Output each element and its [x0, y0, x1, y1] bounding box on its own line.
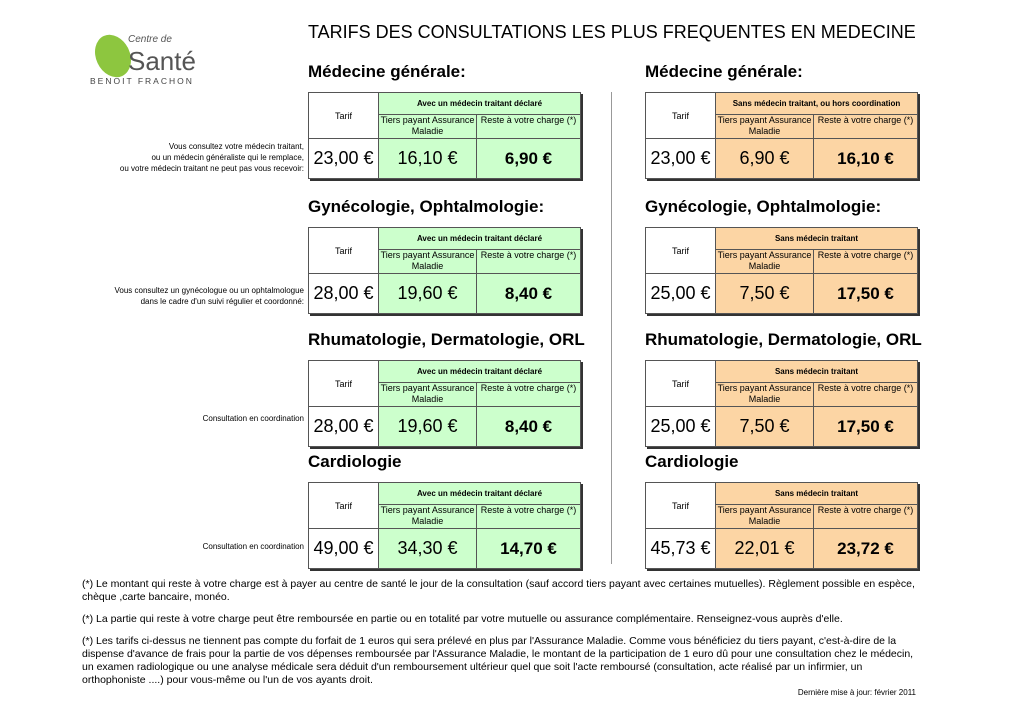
- description-line: ou votre médecin traitant ne peut pas vous recevoir:: [119, 164, 304, 173]
- tiers-payant-value: 19,60 €: [379, 407, 477, 447]
- tiers-payant-value: 22,01 €: [716, 529, 814, 569]
- section-description: [115, 285, 304, 307]
- coverage-header: Sans médecin traitant, ou hors coordination: [716, 93, 918, 115]
- tarif-header: Tarif: [309, 228, 379, 274]
- tiers-payant-value: 7,50 €: [716, 407, 814, 447]
- section-description: [120, 141, 304, 174]
- reste-value: 8,40 €: [477, 274, 581, 314]
- coverage-header: Sans médecin traitant: [716, 483, 918, 505]
- reste-header: Reste à votre charge (*): [477, 250, 581, 274]
- tarif-value: 23,00 €: [309, 139, 379, 179]
- coverage-header: Avec un médecin traitant déclaré: [379, 228, 581, 250]
- section-description: [203, 413, 304, 424]
- left-tariff-table: [308, 360, 581, 447]
- tiers-payant-value: 6,90 €: [716, 139, 814, 179]
- reste-value: 6,90 €: [477, 139, 581, 179]
- reste-value: 17,50 €: [814, 407, 918, 447]
- note-3: (*) Les tarifs ci-dessus ne tiennent pas compte du forfait de 1 euros qui sera prélevé en plus par l'Assurance Maladie. Comme vous bénéficiez du tiers payant, c'est-à-dire de la dispense d'avance de frais pour la partie de vos dépenses remboursée par l'Assurance Maladie, le montant de la participation de 1 euro dû pour une consultation chez le médecin, un examen radiologique ou une analyse médicale sera déduit d'un remboursement ultérieur quel que soit l'acte remboursé (consultation, acte réalisé par un infirmier, un orthophoniste ....) pour vous-même ou l'un de vos ayants droit.: [82, 635, 914, 686]
- tiers-payant-header: Tiers payant Assurance Maladie: [379, 383, 477, 407]
- tiers-payant-value: 19,60 €: [379, 274, 477, 314]
- coverage-header: Avec un médecin traitant déclaré: [379, 361, 581, 383]
- section-heading: Gynécologie, Ophtalmologie:: [645, 197, 882, 216]
- tiers-payant-header: Tiers payant Assurance Maladie: [716, 383, 814, 407]
- logo-sub-text: BENOIT FRACHON: [90, 76, 194, 86]
- reste-header: Reste à votre charge (*): [477, 505, 581, 529]
- reste-value: 23,72 €: [814, 529, 918, 569]
- tarif-header: Tarif: [646, 361, 716, 407]
- description-line: dans le cadre d'un suivi régulier et coordonné:: [140, 297, 304, 306]
- tarif-value: 49,00 €: [309, 529, 379, 569]
- tarif-value: 23,00 €: [646, 139, 716, 179]
- tarif-header: Tarif: [309, 483, 379, 529]
- tarif-value: 28,00 €: [309, 274, 379, 314]
- logo: [90, 30, 205, 90]
- right-tariff-table: [645, 92, 918, 179]
- section-heading: Gynécologie, Ophtalmologie:: [308, 197, 545, 216]
- tiers-payant-header: Tiers payant Assurance Maladie: [379, 115, 477, 139]
- section-heading: Cardiologie: [645, 452, 739, 471]
- reste-value: 16,10 €: [814, 139, 918, 179]
- tarif-value: 28,00 €: [309, 407, 379, 447]
- column-divider: [611, 92, 612, 564]
- tarif-value: 45,73 €: [646, 529, 716, 569]
- reste-value: 8,40 €: [477, 407, 581, 447]
- tiers-payant-header: Tiers payant Assurance Maladie: [716, 115, 814, 139]
- description-line: Consultation en coordination: [202, 542, 304, 551]
- page-title: TARIFS DES CONSULTATIONS LES PLUS FREQUENTES EN MEDECINE: [308, 22, 916, 42]
- note-1: (*) Le montant qui reste à votre charge est à payer au centre de santé le jour de la consultation (sauf accord tiers payant avec certaines mutuelles). Règlement possible en espèce, chèque ,carte bancaire, monéo.: [82, 578, 915, 603]
- reste-value: 14,70 €: [477, 529, 581, 569]
- tiers-payant-value: 16,10 €: [379, 139, 477, 179]
- logo-small-text: Centre de: [128, 34, 172, 45]
- right-tariff-table: [645, 482, 918, 569]
- tiers-payant-header: Tiers payant Assurance Maladie: [716, 250, 814, 274]
- section-heading: Médecine générale:: [308, 62, 466, 81]
- note-2: (*) La partie qui reste à votre charge peut être remboursée en partie ou en totalité par votre mutuelle ou assurance complémentaire. Renseignez-vous auprès d'elle.: [82, 613, 843, 625]
- description-line: Vous consultez un gynécologue ou un ophtalmologue: [114, 286, 304, 295]
- coverage-header: Sans médecin traitant: [716, 228, 918, 250]
- left-tariff-table: [308, 482, 581, 569]
- reste-header: Reste à votre charge (*): [814, 505, 918, 529]
- reste-header: Reste à votre charge (*): [814, 115, 918, 139]
- tiers-payant-value: 34,30 €: [379, 529, 477, 569]
- tiers-payant-header: Tiers payant Assurance Maladie: [716, 505, 814, 529]
- tiers-payant-value: 7,50 €: [716, 274, 814, 314]
- section-heading: Rhumatologie, Dermatologie, ORL: [645, 330, 922, 349]
- description-line: ou un médecin généraliste qui le remplace,: [151, 153, 304, 162]
- description-line: Vous consultez votre médecin traitant,: [168, 142, 304, 151]
- tarif-value: 25,00 €: [646, 407, 716, 447]
- reste-header: Reste à votre charge (*): [477, 115, 581, 139]
- reste-header: Reste à votre charge (*): [814, 383, 918, 407]
- section-heading: Cardiologie: [308, 452, 402, 471]
- right-tariff-table: [645, 227, 918, 314]
- right-tariff-table: [645, 360, 918, 447]
- coverage-header: Avec un médecin traitant déclaré: [379, 93, 581, 115]
- last-update: Dernière mise à jour: février 2011: [797, 688, 916, 697]
- coverage-header: Sans médecin traitant: [716, 361, 918, 383]
- tarif-header: Tarif: [309, 93, 379, 139]
- left-tariff-table: [308, 92, 581, 179]
- section-heading: Rhumatologie, Dermatologie, ORL: [308, 330, 585, 349]
- description-line: Consultation en coordination: [202, 414, 304, 423]
- tiers-payant-header: Tiers payant Assurance Maladie: [379, 250, 477, 274]
- left-tariff-table: [308, 227, 581, 314]
- logo-main-text: Santé: [128, 46, 196, 76]
- tiers-payant-header: Tiers payant Assurance Maladie: [379, 505, 477, 529]
- section-heading: Médecine générale:: [645, 62, 803, 81]
- section-description: [203, 541, 304, 552]
- reste-header: Reste à votre charge (*): [477, 383, 581, 407]
- coverage-header: Avec un médecin traitant déclaré: [379, 483, 581, 505]
- tarif-header: Tarif: [309, 361, 379, 407]
- tarif-header: Tarif: [646, 93, 716, 139]
- reste-header: Reste à votre charge (*): [814, 250, 918, 274]
- reste-value: 17,50 €: [814, 274, 918, 314]
- tarif-header: Tarif: [646, 228, 716, 274]
- tarif-value: 25,00 €: [646, 274, 716, 314]
- tarif-header: Tarif: [646, 483, 716, 529]
